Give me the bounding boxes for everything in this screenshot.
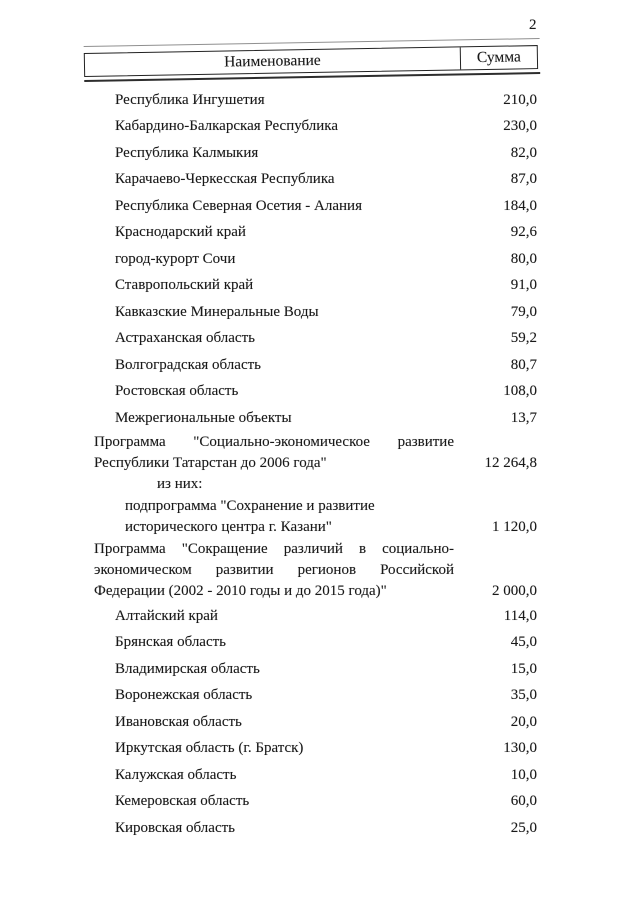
row-value: 2 000,0 xyxy=(492,583,537,600)
program-last-line xyxy=(94,453,540,474)
row-value: 20,0 xyxy=(510,713,537,730)
row-value: 114,0 xyxy=(503,607,537,624)
row-value: 60,0 xyxy=(510,793,537,809)
row-value: 210,0 xyxy=(503,91,537,108)
table-row xyxy=(94,114,540,141)
table-row xyxy=(94,762,540,789)
row-value: 92,6 xyxy=(510,224,537,241)
word: социально- xyxy=(382,540,454,557)
row-label: Кировская область xyxy=(115,819,236,836)
row-label: Астраханская область xyxy=(115,330,255,347)
table-row xyxy=(94,273,540,300)
table-header-box xyxy=(84,45,538,77)
word: развитие xyxy=(397,433,454,450)
table-row xyxy=(94,656,540,683)
row-value: 1 120,0 xyxy=(492,519,537,536)
program-line-justified xyxy=(94,560,454,581)
word: "Социально-экономическое xyxy=(193,433,370,450)
table-row xyxy=(94,140,540,167)
row-label: город-курорт Сочи xyxy=(115,250,236,267)
word: развитии xyxy=(215,561,274,578)
row-label: Владимирская область xyxy=(115,660,260,677)
table-row xyxy=(94,788,540,815)
table-row xyxy=(94,603,540,630)
program-row xyxy=(94,539,540,603)
row-label: Республика Ингушетия xyxy=(115,91,265,108)
row-value: 10,0 xyxy=(510,766,537,783)
word: Программа xyxy=(94,433,166,450)
row-label: Ставропольский край xyxy=(115,277,254,294)
row-value: 79,0 xyxy=(510,303,537,320)
row-label: исторического центра г. Казани" xyxy=(125,519,332,536)
table-row xyxy=(94,709,540,736)
row-label: Карачаево-Черкесская Республика xyxy=(115,171,335,188)
row-value: 130,0 xyxy=(503,740,537,756)
row-label: Иркутская область (г. Братск) xyxy=(115,740,304,756)
table-row xyxy=(94,326,540,353)
table-row xyxy=(94,246,540,273)
table-row xyxy=(94,815,540,842)
row-value: 80,7 xyxy=(510,356,537,373)
row-value: 184,0 xyxy=(503,197,537,214)
note-row: из них: xyxy=(157,476,203,493)
row-label: Ростовская область xyxy=(115,383,239,400)
row-label: Краснодарский край xyxy=(115,224,246,241)
row-label: Кемеровская область xyxy=(115,793,250,809)
row-label: Республика Северная Осетия - Алания xyxy=(115,197,362,214)
word: экономическом xyxy=(94,561,192,578)
row-label: Республика Калмыкия xyxy=(115,144,259,161)
column-header-name: Наименование xyxy=(85,47,461,76)
program-last-line xyxy=(94,517,540,538)
row-label: Калужская область xyxy=(115,766,237,783)
row-value: 80,0 xyxy=(510,250,537,267)
table-row xyxy=(94,735,540,762)
program-last-line xyxy=(94,581,540,602)
row-value: 108,0 xyxy=(503,383,537,400)
row-value: 82,0 xyxy=(510,144,537,161)
table-body xyxy=(94,87,540,841)
row-label: Межрегиональные объекты xyxy=(115,409,292,426)
table-row xyxy=(94,352,540,379)
row-value: 87,0 xyxy=(510,171,537,188)
table-row xyxy=(94,629,540,656)
table-row xyxy=(94,379,540,406)
word: Программа xyxy=(94,540,166,557)
row-value: 45,0 xyxy=(510,634,537,650)
subprogram-line: подпрограмма "Сохранение и развитие xyxy=(125,497,375,514)
table-row xyxy=(94,87,540,114)
table-row xyxy=(94,193,540,220)
word: в xyxy=(358,540,367,557)
word: различий xyxy=(283,540,343,557)
table-row xyxy=(94,220,540,247)
table-row xyxy=(94,167,540,194)
row-label: Волгоградская область xyxy=(115,356,261,373)
row-label: Алтайский край xyxy=(115,607,218,624)
word: Российской xyxy=(380,561,454,578)
row-value: 35,0 xyxy=(510,687,537,703)
row-value: 15,0 xyxy=(510,660,537,677)
row-label: Воронежская область xyxy=(115,687,253,703)
row-label: Брянская область xyxy=(115,634,227,650)
row-value: 13,7 xyxy=(510,409,537,426)
column-header-sum: Сумма xyxy=(476,48,521,67)
row-value: 25,0 xyxy=(510,819,537,836)
word: регионов xyxy=(297,561,357,578)
page-number: 2 xyxy=(529,17,537,33)
row-value: 59,2 xyxy=(510,330,537,347)
program-line-justified xyxy=(94,539,454,560)
row-label: Кабардино-Балкарская Республика xyxy=(115,118,339,135)
row-value: 230,0 xyxy=(503,118,537,135)
table-header xyxy=(84,36,541,92)
program-row xyxy=(94,432,540,475)
row-label: Федерации (2002 - 2010 годы и до 2015 года)" xyxy=(94,583,387,600)
table-row xyxy=(94,682,540,709)
table-row xyxy=(94,299,540,326)
row-label: Кавказские Минеральные Воды xyxy=(115,303,319,320)
word: "Сокращение xyxy=(181,540,268,557)
row-label: Ивановская область xyxy=(115,713,242,730)
program-line-justified xyxy=(94,432,454,453)
row-value: 12 264,8 xyxy=(484,454,537,471)
table-row xyxy=(94,405,540,432)
subprogram-row xyxy=(94,496,540,539)
row-value: 91,0 xyxy=(510,277,537,294)
row-label: Республики Татарстан до 2006 года" xyxy=(94,454,327,471)
